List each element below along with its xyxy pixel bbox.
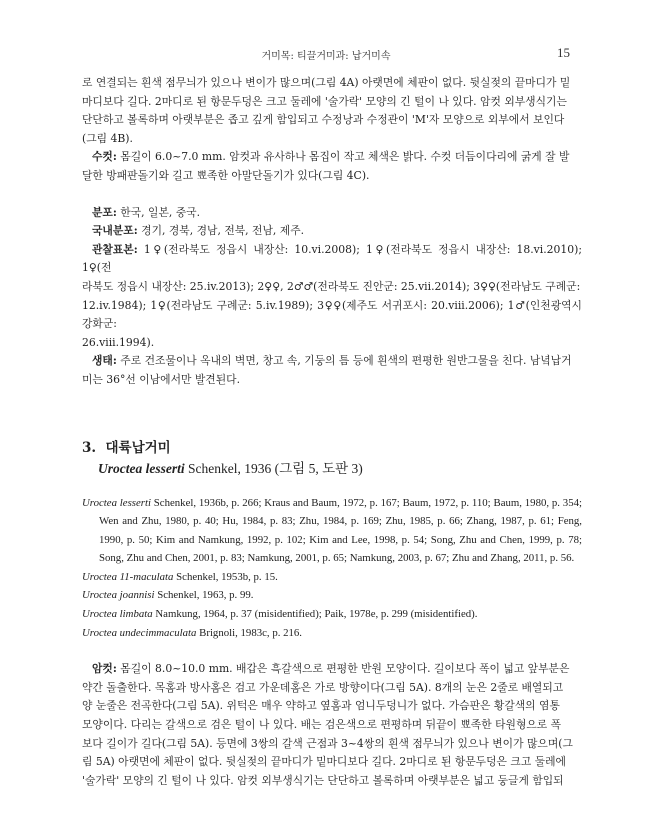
ecology-label: 생태:	[92, 354, 117, 368]
male-paragraph	[82, 148, 582, 167]
running-title: 거미목: 티끌거미과: 납거미속	[261, 51, 391, 62]
synonym-name: Uroctea undecimmaculata	[82, 626, 197, 639]
synonym-name: Uroctea lesserti	[82, 496, 151, 509]
body-line: 1♀(전라북도 정읍시 내장산: 10.vi.2008); 1♀(전라북도 정읍시 내장산: 18.vi.2010); 1♀(전	[82, 242, 582, 275]
body-line: (그림 4B).	[82, 131, 133, 145]
page-number: 15	[557, 45, 570, 60]
body-line: 26.viii.1994).	[82, 335, 155, 349]
domestic-label: 국내분포:	[92, 224, 138, 238]
body-line: 단단하고 볼록하며 아랫부분은 좁고 깊게 함입되고 수정낭과 수정관이 'M'자 모양으로 외부에서 보인다	[82, 113, 565, 127]
body-line: 12.iv.1984); 1♀(전라남도 구례군: 5.iv.1989); 3♀♀(제주도 서귀포시: 20.viii.2006); 1♂(인천광역시 강화군:	[82, 298, 582, 331]
section-heading	[82, 438, 582, 458]
synonym-list	[82, 494, 582, 643]
body-line: 보다 길이가 길다(그림 5A). 등면에 3쌍의 갈색 근점과 3~4쌍의 흰색 점무늬가 있으나 변이가 많으며(그	[82, 736, 573, 750]
synonym-text: Namkung, 1964, p. 37 (misidentified); Paik, 1978e, p. 299 (misidentified).	[155, 608, 478, 621]
female-label: 암컷:	[92, 662, 117, 676]
body-line: 몸길이 8.0~10.0 mm. 배갑은 흑갈색으로 편평한 반원 모양이다. 길이보다 폭이 넓고 앞부분은	[120, 662, 570, 676]
species-author: Schenkel, 1936	[188, 460, 272, 476]
domestic-text: 경기, 경북, 경남, 전북, 전남, 제주.	[141, 224, 305, 238]
synonym-name: Uroctea limbata	[82, 608, 153, 621]
body-line: 미는 36°선 이남에서만 발견된다.	[82, 372, 241, 386]
body-line: 주로 건조물이나 옥내의 벽면, 창고 속, 기둥의 틈 등에 흰색의 편평한 원반그물을 친다. 남녘납거	[120, 354, 572, 368]
synonym-entry	[82, 624, 582, 643]
synonym-text: Schenkel, 1936b, p. 266; Kraus and Baum, 1972, p. 167; Baum, 1972, p. 110; Baum, 1980, p. 354; Wen and Zhu, 1980, p. 40; Hu, 1984, p. 83; Zhu, 1984, p. 169; Zhu, 1985, p. 66; Zhang, 1987, p. 61; Feng, 1990, p. 50; Kim and Namkung, 1992, p. 102; Kim and Lee, 1998, p. 54; Song, Zhu and Chen, 1999, p. 78; Song, Zhu and Chen, 2001, p. 83; Namkung, 2001, p. 65; Namkung, 2003, p. 67; Zhu and Zhang, 2011, p. 56.	[99, 496, 582, 565]
ecology	[82, 352, 582, 371]
synonym-entry	[82, 605, 582, 624]
body-line: 마디보다 길다. 2마디로 된 항문두덩은 크고 둘레에 '술가락' 모양의 긴 털이 나 있다. 암컷 외부생식기는	[82, 94, 567, 108]
page-body	[82, 74, 582, 790]
species-name: Uroctea lesserti	[98, 460, 185, 476]
specimens-label: 관찰표본:	[92, 242, 138, 256]
distribution-label: 분포:	[92, 205, 117, 219]
synonym-entry	[82, 494, 582, 568]
body-line: 몸길이 6.0~7.0 mm. 암컷과 유사하나 몸집이 작고 체색은 밝다. 수컷 더듬이다리에 굵게 잘 발	[120, 150, 570, 164]
body-line: 라북도 정읍시 내장산: 25.iv.2013); 2♀♀, 2♂♂(전라북도 진안군: 25.vii.2014); 3♀♀(전라남도 구례군:	[82, 279, 581, 293]
body-line: 달한 방패판돌기와 길고 뾰족한 아말단돌기가 있다(그림 4C).	[82, 168, 370, 182]
body-line: '술가락' 모양의 긴 털이 나 있다. 암컷 외부생식기는 단단하고 볼록하며 아랫부분은 넓고 둥글게 함입되	[82, 773, 564, 787]
domestic-distribution	[82, 222, 582, 241]
body-line: 로 연결되는 흰색 점무늬가 있으나 변이가 많으며(그림 4A) 아랫면에 체판이 없다. 뒷실젖의 끝마디가 밑	[82, 76, 571, 89]
female-paragraph	[82, 660, 582, 679]
figure-reference: (그림 5, 도판 3)	[274, 460, 363, 476]
body-line: 모양이다. 다리는 갈색으로 검은 털이 나 있다. 배는 검은색으로 편평하며 뒤끝이 뾰족한 타원형으로 폭	[82, 718, 562, 732]
body-line: 약간 돌출한다. 목홈과 방사홈은 검고 가운데홈은 가로 방향이다(그림 5A). 8개의 눈은 2줄로 배열되고	[82, 680, 564, 694]
synonym-name: Uroctea 11-maculata	[82, 570, 174, 583]
body-line: 양 눈줄은 전곡한다(그림 5A). 위턱은 매우 약하고 옆홈과 엄니두덩니가 없다. 가슴판은 황갈색의 염통	[82, 699, 560, 713]
distribution	[82, 204, 582, 223]
distribution-text: 한국, 일본, 중국.	[120, 205, 201, 219]
section-species	[98, 458, 582, 480]
section-korean-name: 대륙납거미	[105, 439, 171, 456]
synonym-name: Uroctea joannisi	[82, 589, 155, 602]
synonym-text: Schenkel, 1963, p. 99.	[157, 589, 254, 602]
synonym-entry	[82, 568, 582, 587]
synonym-text: Brignoli, 1983c, p. 216.	[199, 626, 303, 639]
page-header	[0, 47, 652, 63]
male-label: 수컷:	[92, 150, 117, 164]
synonym-entry	[82, 586, 582, 605]
section-number: 3.	[82, 439, 97, 456]
specimens	[82, 241, 582, 278]
body-line: 림 5A) 아랫면에 체판이 없다. 뒷실젖의 끝마디가 밑마디보다 길다. 2마디로 된 항문두덩은 크고 둘레에	[82, 755, 566, 769]
synonym-text: Schenkel, 1953b, p. 15.	[176, 570, 278, 583]
